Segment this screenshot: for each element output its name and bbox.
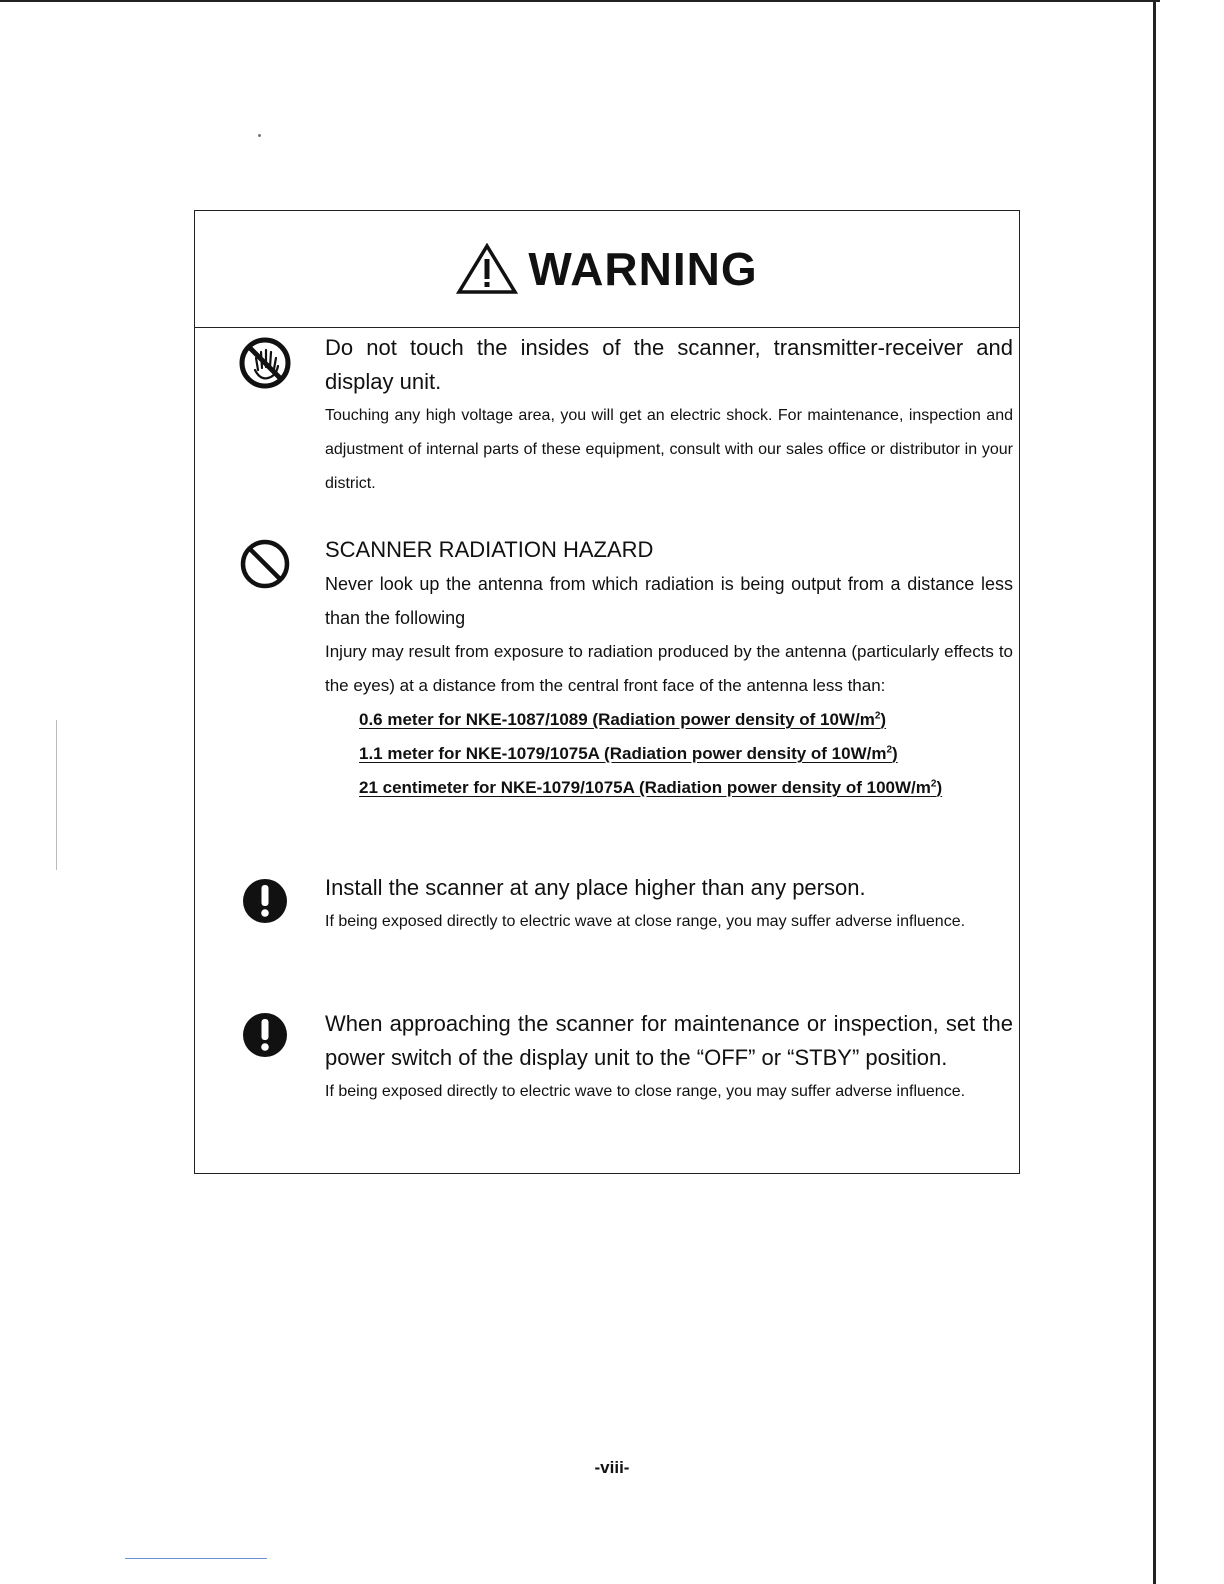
warning-title: WARNING	[528, 243, 758, 295]
scan-speck	[258, 134, 261, 137]
scan-border-top	[0, 0, 1160, 2]
scan-border-right	[1153, 0, 1156, 1584]
power-off-detail: If being exposed directly to electric wave to close range, you may suffer adverse influence.	[325, 1083, 966, 1100]
distance-item: 21 centimeter for NKE-1079/1075A (Radiation power density of $100W/m^2$)	[359, 778, 943, 797]
warning-box	[194, 210, 1020, 1174]
install-heading: Install the scanner at any place higher than any person.	[325, 875, 866, 900]
radiation-detail-2: Injury may result from exposure to radiation produced by the antenna (particularly effects to the eyes) at a distance from the central front face of the antenna less than:	[325, 642, 1013, 695]
warning-title-group	[456, 242, 757, 296]
section-install	[325, 871, 1013, 939]
scan-mark-left	[56, 720, 57, 870]
radiation-heading: SCANNER RADIATION HAZARD	[325, 537, 654, 562]
no-touch-heading: Do not touch the insides of the scanner, transmitter-receiver and display unit.	[325, 335, 1013, 394]
section-radiation	[325, 533, 1013, 805]
scan-border-bottom	[125, 1558, 267, 1559]
section-no-touch	[325, 331, 1013, 501]
section-power-off	[325, 1007, 1013, 1109]
page-number: -viii-	[594, 1458, 630, 1477]
distance-list	[359, 703, 1013, 805]
mandatory-exclamation-icon	[238, 1008, 292, 1062]
distance-item: 1.1 meter for NKE-1079/1075A (Radiation power density of $10W/m^2$)	[359, 744, 898, 763]
power-off-heading: When approaching the scanner for maintenance or inspection, set the power switch of the display unit to the “OFF” or “STBY” position.	[325, 1011, 1013, 1070]
install-detail: If being exposed directly to electric wave at close range, you may suffer adverse influence.	[325, 913, 966, 930]
distance-item: 0.6 meter for NKE-1087/1089 (Radiation power density of $10W/m^2$)	[359, 710, 887, 729]
no-touch-detail: Touching any high voltage area, you will get an electric shock. For maintenance, inspection and adjustment of internal parts of these equipment, consult with our sales office or distributor in your district.	[325, 407, 1013, 492]
prohibition-icon	[238, 537, 292, 591]
warning-header	[195, 211, 1019, 328]
no-touch-hand-icon	[238, 336, 292, 390]
radiation-detail-1: Never look up the antenna from which radiation is being output from a distance less than the following	[325, 574, 1013, 628]
warning-triangle-icon	[456, 243, 518, 295]
mandatory-exclamation-icon	[238, 874, 292, 928]
